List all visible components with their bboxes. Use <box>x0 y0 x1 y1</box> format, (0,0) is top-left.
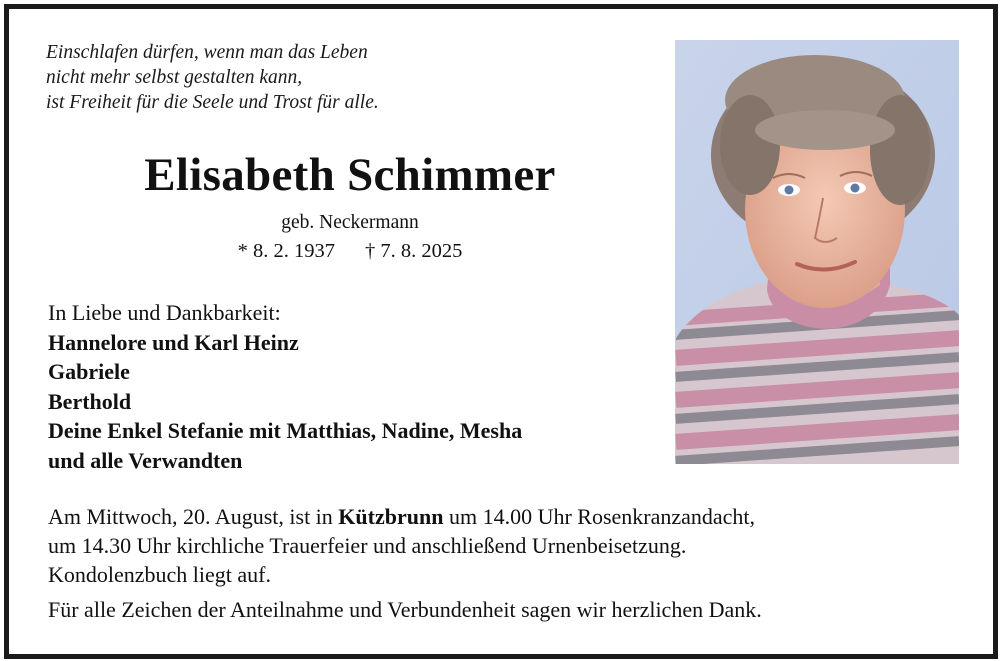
life-dates <box>40 240 660 263</box>
service-info <box>48 502 755 589</box>
mourners-list <box>48 298 522 475</box>
mourner: Hannelore und Karl Heinz <box>48 329 299 355</box>
mourner: Gabriele <box>48 359 130 384</box>
service-place: Kützbrunn <box>338 504 444 529</box>
service-line-1-start: Am Mittwoch, 20. August, ist in <box>48 504 339 529</box>
service-line-1-end: um 14.00 Uhr Rosenkranzandacht, <box>443 504 756 529</box>
portrait-photo <box>675 40 959 464</box>
mourner: Deine Enkel Stefanie mit Matthias, Nadine, Mesha <box>48 418 523 443</box>
mourner: und alle Verwandten <box>48 447 243 473</box>
service-line-3: Kondolenzbuch liegt auf. <box>48 562 271 587</box>
poem-line: nicht mehr selbst gestalten kann, <box>46 67 303 88</box>
service-line-2: um 14.30 Uhr kirchliche Trauerfeier und anschließend Urnenbeisetzung. <box>48 533 687 558</box>
mourner: Berthold <box>48 388 132 414</box>
service-line-1 <box>48 502 755 531</box>
deceased-name: Elisabeth Schimmer <box>144 149 556 201</box>
thanks-line: Für alle Zeichen der Anteilnahme und Verbundenheit sagen wir herzlichen Dank. <box>48 597 762 622</box>
birth-date: * 8. 2. 1937 <box>237 240 335 262</box>
poem <box>46 40 379 115</box>
poem-line: Einschlafen dürfen, wenn man das Leben <box>46 42 368 63</box>
poem-line: ist Freiheit für die Seele und Trost für alle. <box>46 92 379 113</box>
maiden-name: geb. Neckermann <box>281 212 419 233</box>
death-date: † 7. 8. 2025 <box>365 240 463 262</box>
mourners-intro: In Liebe und Dankbarkeit: <box>48 300 281 325</box>
